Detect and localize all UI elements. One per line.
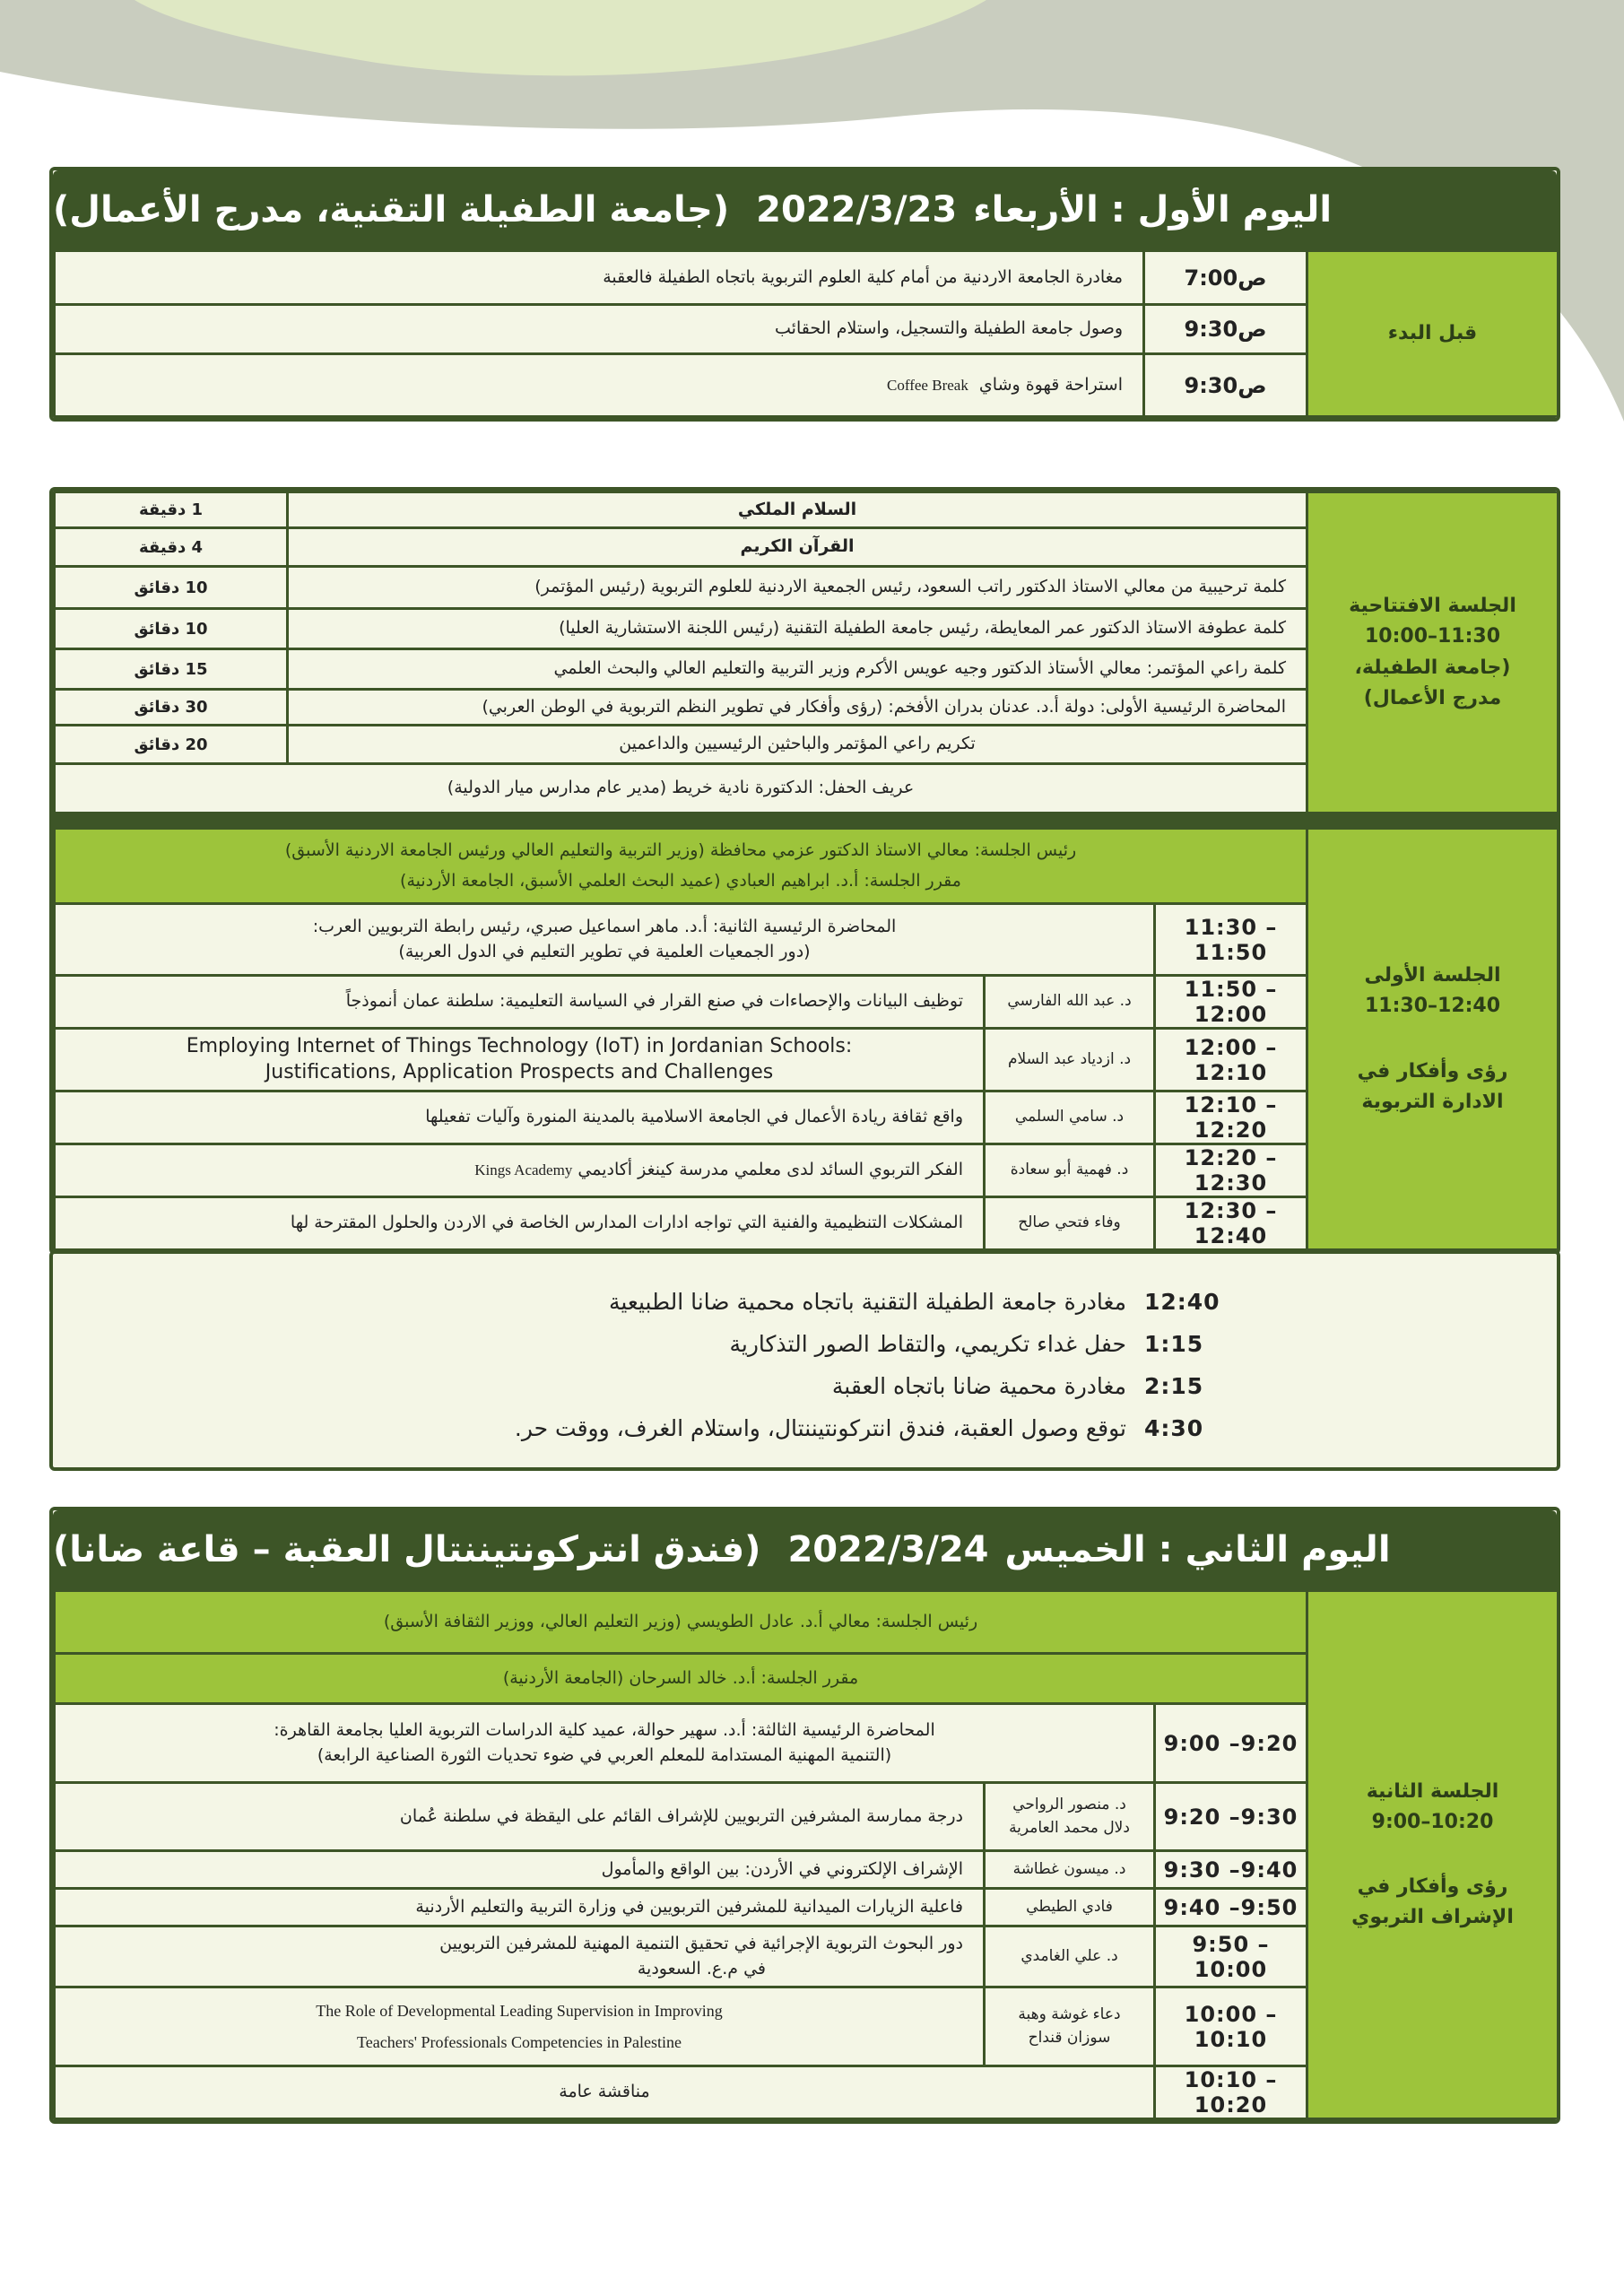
item-text: مغادرة محمية ضانا باتجاه العقبة	[831, 1373, 1126, 1399]
item-time: 1:15	[1144, 1331, 1204, 1357]
paper-title-line: في م.ع. السعودية	[637, 1958, 766, 1979]
list-item	[53, 1281, 1220, 1323]
speaker: د. ازدياد عبد السلام	[985, 1029, 1155, 1091]
agenda-time: 12:10 –12:20	[1155, 1091, 1307, 1144]
agenda-time: 7:00ص	[1144, 251, 1307, 305]
session-name: الجلسة الأولى	[1364, 964, 1501, 987]
session-time: 10:00–11:30	[1364, 625, 1501, 648]
table-row	[55, 492, 1559, 528]
duration: 15 دقائق	[55, 649, 288, 690]
session2-table	[53, 1589, 1559, 2120]
paper-title-line: Teachers' Professionals Competencies in Palestine	[357, 2032, 682, 2051]
agenda-time: 9:30ص	[1144, 354, 1307, 417]
paper-title-en	[55, 1987, 985, 2066]
list-item	[53, 1323, 1216, 1365]
day1-date: 2022/3/23	[756, 189, 958, 230]
speaker	[985, 1987, 1155, 2066]
table-row	[55, 1591, 1559, 1654]
agenda-desc: المحاضرة الرئيسية الأولى: دولة أ.د. عدنان بدران الأفخم: (رؤى وأفكار في تطوير النظم التربوية في الوطن العربي)	[288, 690, 1307, 726]
duration: 1 دقيقة	[55, 492, 288, 528]
session-time: 9:00–10:20	[1371, 1810, 1494, 1833]
agenda-time: 9:50 –10:00	[1155, 1926, 1307, 1987]
paper-title-line: The Role of Developmental Leading Supervision in Improving	[316, 2002, 723, 2021]
separator	[55, 813, 1559, 826]
session-chair-block	[55, 829, 1307, 904]
paper-title-line: دور البحوث التربوية الإجرائية في تحقيق التنمية المهنية للمشرفين التربويين	[439, 1933, 963, 1953]
opening-table	[53, 491, 1559, 827]
arrival-table	[53, 249, 1559, 418]
paper-title	[55, 1144, 985, 1197]
session-theme: رؤى وأفكار في	[1357, 1059, 1508, 1083]
item-time: 12:40	[1144, 1289, 1220, 1315]
duration: 10 دقائق	[55, 567, 288, 609]
agenda-desc: كلمة ترحيبية من معالي الاستاذ الدكتور راتب السعود، رئيس الجمعية الاردنية للعلوم التربوية (رئيس المؤتمر)	[288, 567, 1307, 609]
agenda-time: 9:20 –9:30	[1155, 1783, 1307, 1851]
item-text: حفل غداء تكريمي، والتقاط الصور التذكارية	[729, 1331, 1126, 1357]
session-time: 11:30–12:40	[1364, 995, 1501, 1018]
duration: 10 دقائق	[55, 609, 288, 649]
session-theme: الإشراف التربوي	[1351, 1906, 1514, 1929]
keynote	[55, 904, 1155, 976]
paper-title-en	[55, 1029, 985, 1091]
speaker: د. سامي السلمي	[985, 1091, 1155, 1144]
agenda-time: 9:40 –9:50	[1155, 1889, 1307, 1926]
speaker: وفاء فتحي صالح	[985, 1197, 1155, 1250]
paper-title: توظيف البيانات والإحصاءات في صنع القرار في السياسة التعليمية: سلطنة عمان أنموذجاً	[55, 976, 985, 1029]
paper-title: واقع ثقافة ريادة الأعمال في الجامعة الاسلامية بالمدينة المنورة وآليات تفعيلها	[55, 1091, 985, 1144]
duration: 4 دقيقة	[55, 528, 288, 567]
agenda-desc: القرآن الكريم	[288, 528, 1307, 567]
day1-header	[53, 170, 1557, 249]
session-name: الجلسة الثانية	[1366, 1779, 1499, 1803]
afternoon-list	[53, 1254, 1557, 1449]
day1-venue: (جامعة الطفيلة التقنية، مدرج الأعمال)	[53, 189, 730, 230]
speaker	[985, 1783, 1155, 1851]
paper-title-en: Kings Academy	[474, 1161, 573, 1179]
session-chair: رئيس الجلسة: معالي أ.د. عادل الطويسي (وزير التعليم العالي، ووزير الثقافة الأسبق)	[55, 1591, 1307, 1654]
agenda-desc: تكريم راعي المؤتمر والباحثين الرئيسيين والداعمين	[288, 726, 1307, 764]
session-chair: رئيس الجلسة: معالي الاستاذ الدكتور عزمي محافظة (وزير التربية والتعليم العالي ورئيس الجامعة الاردنية الأسبق)	[284, 840, 1077, 861]
agenda-time: 12:20 –12:30	[1155, 1144, 1307, 1197]
paper-title-line: Justifications, Application Prospects and Challenges	[265, 1060, 774, 1083]
agenda-time: 9:00 –9:20	[1155, 1704, 1307, 1783]
session2-label	[1307, 1591, 1559, 2119]
agenda-desc: وصول جامعة الطفيلة والتسجيل، واستلام الحقائب	[55, 305, 1144, 354]
day2-block	[49, 1507, 1560, 2124]
opening-label	[1307, 492, 1559, 813]
duration: 20 دقائق	[55, 726, 288, 764]
item-time: 4:30	[1144, 1415, 1204, 1441]
agenda-time: 11:50 –12:00	[1155, 976, 1307, 1029]
session1-label	[1307, 829, 1559, 1250]
keynote-line: (دور الجمعيات العلمية في تطوير التعليم في الدول العربية)	[398, 941, 811, 961]
session-theme: الادارة التربوية	[1361, 1090, 1504, 1113]
speaker-name: دعاء غوشة وهبة	[1018, 2005, 1121, 2023]
agenda-time: 10:00 –10:10	[1155, 1987, 1307, 2066]
agenda-desc	[55, 354, 1144, 417]
paper-title: فاعلية الزيارات الميدانية للمشرفين التربويين في وزارة التربية والتعليم الأردنية	[55, 1889, 985, 1926]
list-item	[53, 1365, 1216, 1407]
agenda-desc: السلام الملكي	[288, 492, 1307, 528]
agenda-desc: مغادرة الجامعة الاردنية من أمام كلية العلوم التربوية باتجاه الطفيلة فالعقبة	[55, 251, 1144, 305]
agenda-time: 10:10 –10:20	[1155, 2066, 1307, 2119]
keynote-line: المحاضرة الرئيسية الثالثة: أ.د. سهير حوالة، عميد كلية الدراسات التربوية العليا بجامعة القاهرة:	[274, 1719, 935, 1740]
day1-arrival-block	[49, 167, 1560, 422]
session-rapporteur: مقرر الجلسة: أ.د. خالد السرحان (الجامعة الأردنية)	[55, 1654, 1307, 1704]
speaker: د. فهمية أبو سعادة	[985, 1144, 1155, 1197]
speaker: د. عبد الله الفارسي	[985, 976, 1155, 1029]
day2-title: اليوم الثاني : الخميس	[1004, 1529, 1391, 1570]
speaker-name: دلال محمد العامرية	[1009, 1818, 1130, 1837]
paper-title: المشكلات التنظيمية والفنية التي تواجه ادارات المدارس الخاصة في الاردن والحلول المقترحة لها	[55, 1197, 985, 1250]
speaker-name: د. منصور الرواحي	[1012, 1796, 1126, 1813]
agenda-desc: كلمة عطوفة الاستاذ الدكتور عمر المعايطة، رئيس جامعة الطفيلة التقنية (رئيس اللجنة الاستشارية العليا)	[288, 609, 1307, 649]
agenda-time: 9:30 –9:40	[1155, 1851, 1307, 1889]
day1-sessions-block	[49, 487, 1560, 1255]
table-row	[55, 829, 1559, 904]
item-text: توقع وصول العقبة، فندق انتركونتيننتال، واستلام الغرف، ووقت حر.	[514, 1415, 1126, 1441]
paper-title: الإشراف الإلكتروني في الأردن: بين الواقع والمأمول	[55, 1851, 985, 1889]
session-venue: (جامعة الطفيلة،	[1354, 656, 1511, 679]
agenda-time: 11:30 –11:50	[1155, 904, 1307, 976]
day2-venue: (فندق انتركونتيننتال العقبة – قاعة ضانا)	[53, 1529, 761, 1570]
keynote	[55, 1704, 1155, 1783]
coffee-break-en: Coffee Break	[887, 376, 968, 394]
agenda-time: 9:30ص	[1144, 305, 1307, 354]
afternoon-block	[49, 1250, 1560, 1471]
session1-table	[53, 827, 1559, 1251]
session-name: الجلسة الافتتاحية	[1349, 595, 1516, 618]
agenda-time: 12:30 –12:40	[1155, 1197, 1307, 1250]
agenda-time: 12:00 –12:10	[1155, 1029, 1307, 1091]
list-item	[53, 1407, 1216, 1449]
item-time: 2:15	[1144, 1373, 1204, 1399]
item-text: مغادرة جامعة الطفيلة التقنية باتجاه محمية ضانا الطبيعية	[608, 1289, 1126, 1315]
keynote-line: المحاضرة الرئيسية الثانية: أ.د. ماهر اسماعيل صبري، رئيس رابطة التربويين العرب:	[312, 916, 897, 936]
speaker-name: سوزان قنداح	[1028, 2028, 1111, 2047]
session-venue: مدرج الأعمال)	[1363, 686, 1502, 709]
speaker: فادي الطيطي	[985, 1889, 1155, 1926]
table-row	[55, 251, 1559, 305]
day1-title: اليوم الأول : الأربعاء	[973, 189, 1333, 230]
agenda-desc: كلمة راعي المؤتمر: معالي الأستاذ الدكتور وجيه عويس الأكرم وزير التربية والتعليم العالي والبحث العلمي	[288, 649, 1307, 690]
coffee-break-ar: استراحة قهوة وشاي	[978, 374, 1123, 395]
day2-header	[53, 1510, 1557, 1589]
duration: 30 دقائق	[55, 690, 288, 726]
keynote-line: (التنمية المهنية المستدامة للمعلم العربي في ضوء تحديات الثورة الصناعية الرابعة)	[317, 1744, 892, 1765]
arrival-label: قبل البدء	[1307, 251, 1559, 417]
paper-title-line: Employing Internet of Things Technology (IoT) in Jordanian Schools:	[186, 1034, 853, 1057]
mc-row: عريف الحفل: الدكتورة نادية خريط (مدير عام مدارس ميار الدولية)	[55, 764, 1307, 813]
paper-title-ar: الفكر التربوي السائد لدى معلمي مدرسة كينغز أكاديمي	[578, 1160, 963, 1180]
discussion: مناقشة عامة	[55, 2066, 1155, 2119]
session-theme: رؤى وأفكار في	[1357, 1875, 1508, 1898]
speaker: د. ميسون غطاشة	[985, 1851, 1155, 1889]
paper-title	[55, 1926, 985, 1987]
session-rapporteur: مقرر الجلسة: أ.د. ابراهيم العبادي (عميد البحث العلمي الأسبق، الجامعة الأردنية)	[400, 870, 961, 891]
speaker: د. علي الغامدي	[985, 1926, 1155, 1987]
day2-date: 2022/3/24	[787, 1529, 989, 1570]
paper-title: درجة ممارسة المشرفين التربويين للإشراف القائم على اليقظة في سلطنة عُمان	[55, 1783, 985, 1851]
